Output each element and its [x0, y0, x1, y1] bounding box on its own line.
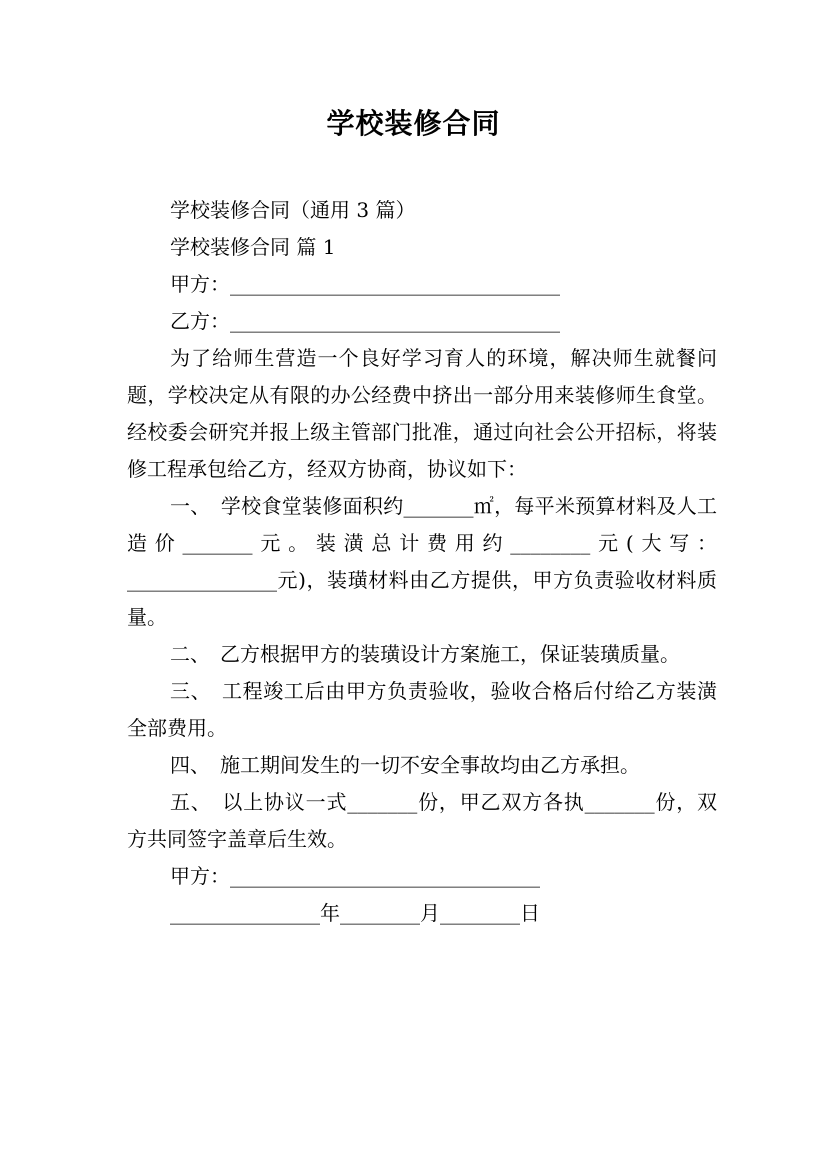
party-b-line: 乙方：_________________________________ [170, 309, 560, 333]
document-subtitle: 学校装修合同（通用 3 篇） [170, 198, 416, 222]
clause-3: 三、 工程竣工后由甲方负责验收，验收合格后付给乙方装潢全部费用。 [127, 679, 717, 740]
section-heading: 学校装修合同 篇 1 [170, 235, 336, 259]
document-title: 学校装修合同 [326, 107, 501, 140]
party-a-line: 甲方：_________________________________ [170, 272, 560, 296]
intro-paragraph: 为了给师生营造一个良好学习育人的环境，解决师生就餐问题，学校决定从有限的办公经费中挤出一部分用来装修师生食堂。经校委会研究并报上级主管部门批准，通过向社会公开招标，将装修工程承包给乙方，经双方协商，协议如下： [127, 346, 717, 481]
clause-5: 五、 以上协议一式_______份，甲乙双方各执_______份，双方共同签字盖章后生效。 [127, 790, 717, 851]
clause-1: 一、 学校食堂装修面积约_______㎡，每平米预算材料及人工造价_______元。装潢总计费用约________元(大写：_______________元)，装璜材料由乙方提供，甲方负责验收材料质量。 [127, 494, 717, 629]
clause-4: 四、 施工期间发生的一切不安全事故均由乙方承担。 [170, 753, 640, 777]
signature-party-a: 甲方：_______________________________ [170, 864, 540, 888]
clause-2: 二、 乙方根据甲方的装璜设计方案施工，保证装璜质量。 [170, 642, 680, 666]
document-body [127, 192, 717, 932]
date-line: _______________年________月________日 [170, 901, 540, 925]
